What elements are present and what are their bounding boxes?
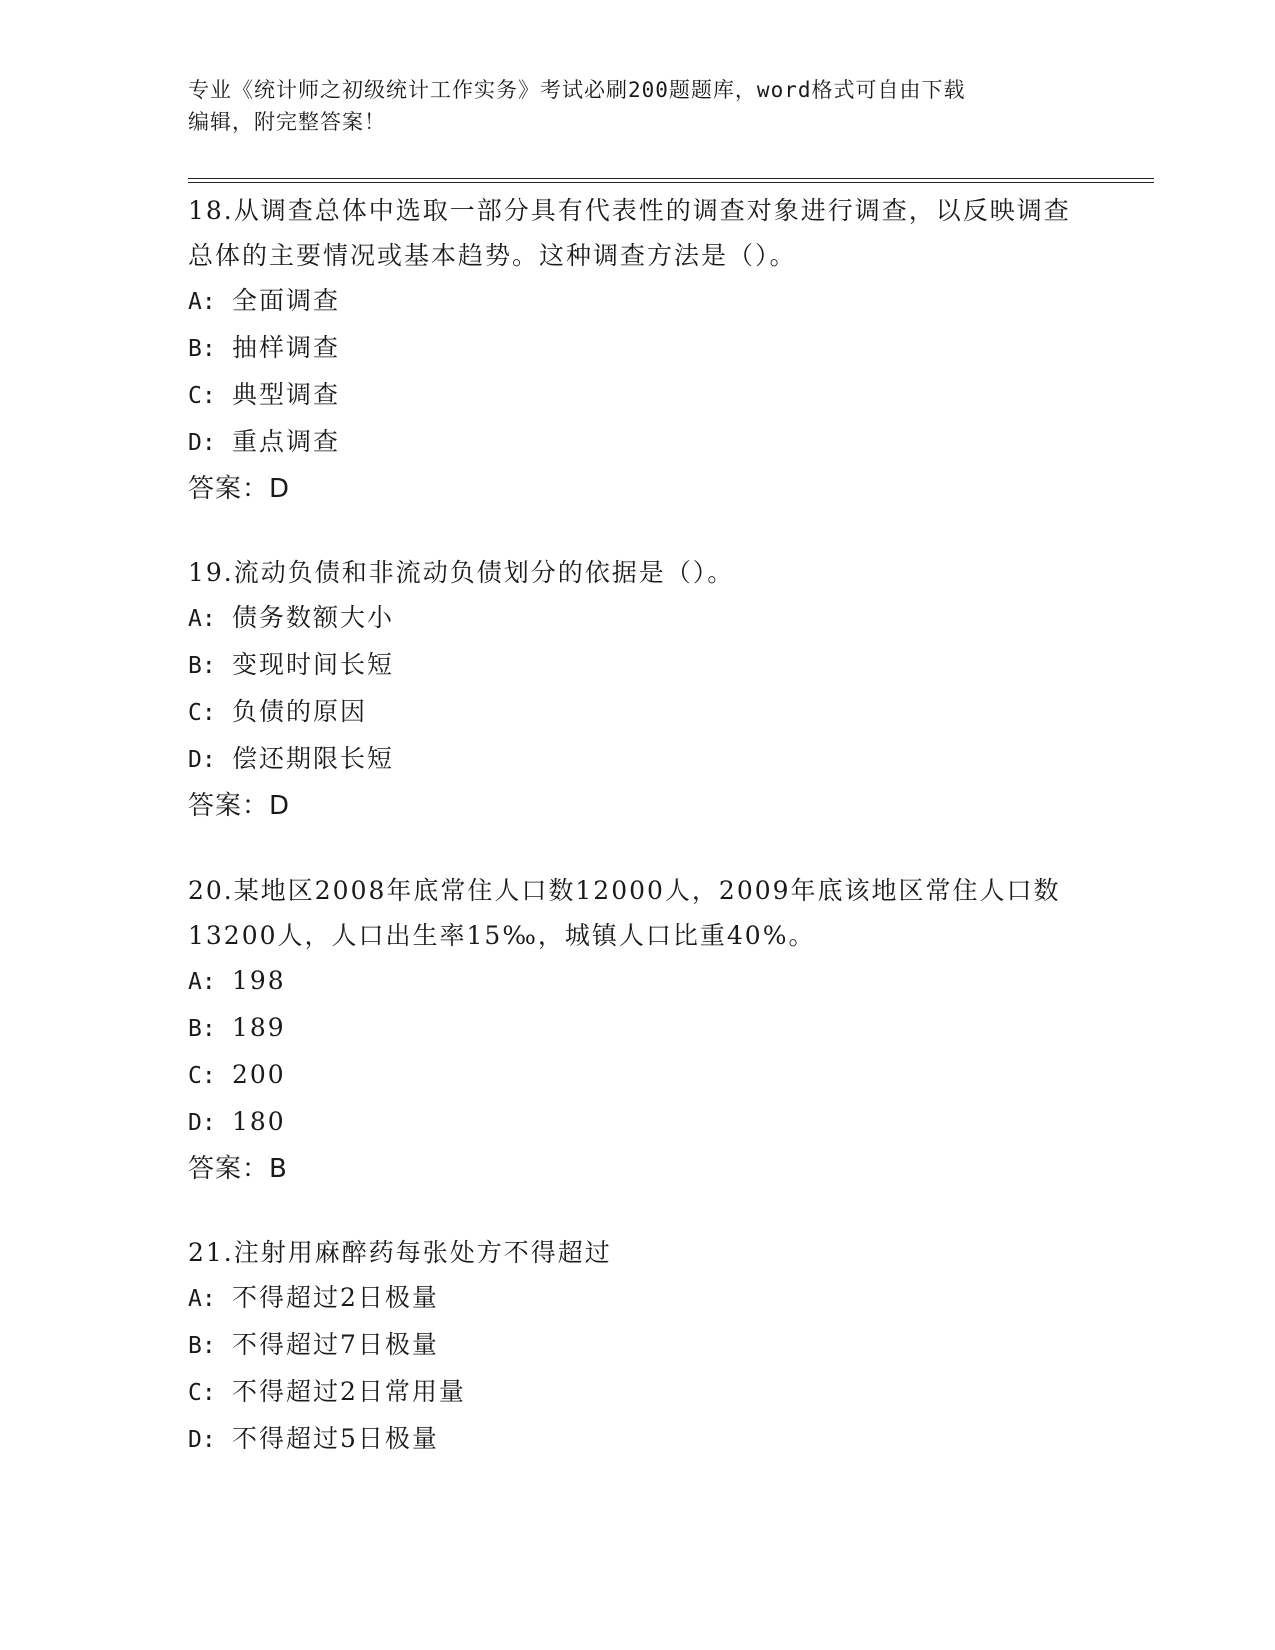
question-20 [188, 868, 1088, 1192]
option-letter: C: [188, 383, 216, 409]
option-b [188, 642, 1088, 689]
option-letter: B: [188, 1016, 216, 1042]
question-19 [188, 550, 1088, 829]
option-letter: C: [188, 1380, 216, 1406]
option-text: 全面调查 [232, 286, 341, 315]
option-a [188, 278, 1088, 325]
answer-line: 答案：D [188, 474, 291, 504]
answer-line: 答案：B [188, 1154, 288, 1184]
option-a [188, 1275, 1088, 1322]
header-line-2: 编辑，附完整答案！ [188, 110, 386, 134]
answer-line: 答案：D [188, 791, 291, 821]
option-b [188, 1322, 1088, 1369]
option-text: 负债的原因 [232, 697, 368, 726]
option-text: 198 [232, 966, 286, 995]
option-letter: A: [188, 606, 216, 632]
option-text: 不得超过7日极量 [232, 1330, 439, 1359]
option-letter: B: [188, 336, 216, 362]
option-b [188, 1005, 1088, 1052]
option-text: 不得超过5日极量 [232, 1424, 439, 1453]
option-letter: D: [188, 1110, 216, 1136]
option-text: 不得超过2日常用量 [232, 1377, 466, 1406]
option-letter: A: [188, 289, 216, 315]
option-c [188, 1369, 1088, 1416]
option-text: 抽样调查 [232, 333, 341, 362]
option-d [188, 736, 1088, 783]
question-stem: 18.从调查总体中选取一部分具有代表性的调查对象进行调查，以反映调查总体的主要情况或基本趋势。这种调查方法是（）。 [188, 196, 1071, 270]
option-d [188, 1416, 1088, 1463]
option-d [188, 419, 1088, 466]
option-c [188, 372, 1088, 419]
question-stem: 20.某地区2008年底常住人口数12000人，2009年底该地区常住人口数13200人，人口出生率15‰，城镇人口比重40%。 [188, 876, 1061, 950]
option-letter: A: [188, 969, 216, 995]
header-divider [188, 178, 1154, 183]
option-letter: C: [188, 700, 216, 726]
option-letter: B: [188, 1333, 216, 1359]
document-header [188, 74, 1068, 138]
option-letter: B: [188, 653, 216, 679]
option-c [188, 1052, 1088, 1099]
option-text: 变现时间长短 [232, 650, 395, 679]
option-b [188, 325, 1088, 372]
option-letter: C: [188, 1063, 216, 1089]
option-text: 189 [232, 1013, 286, 1042]
option-text: 债务数额大小 [232, 603, 395, 632]
option-a [188, 958, 1088, 1005]
question-stem: 19.流动负债和非流动负债划分的依据是（）。 [188, 558, 735, 587]
question-stem: 21.注射用麻醉药每张处方不得超过 [188, 1238, 612, 1267]
question-21 [188, 1230, 1088, 1463]
option-letter: D: [188, 430, 216, 456]
option-letter: D: [188, 747, 216, 773]
header-line-1: 专业《统计师之初级统计工作实务》考试必刷200题题库，word格式可自由下载 [188, 78, 966, 102]
option-text: 典型调查 [232, 380, 341, 409]
option-text: 重点调查 [232, 427, 341, 456]
option-text: 180 [232, 1107, 286, 1136]
option-d [188, 1099, 1088, 1146]
option-letter: D: [188, 1427, 216, 1453]
question-18 [188, 188, 1088, 512]
option-letter: A: [188, 1286, 216, 1312]
option-text: 偿还期限长短 [232, 744, 395, 773]
option-c [188, 689, 1088, 736]
option-text: 200 [232, 1060, 286, 1089]
option-text: 不得超过2日极量 [232, 1283, 439, 1312]
option-a [188, 595, 1088, 642]
